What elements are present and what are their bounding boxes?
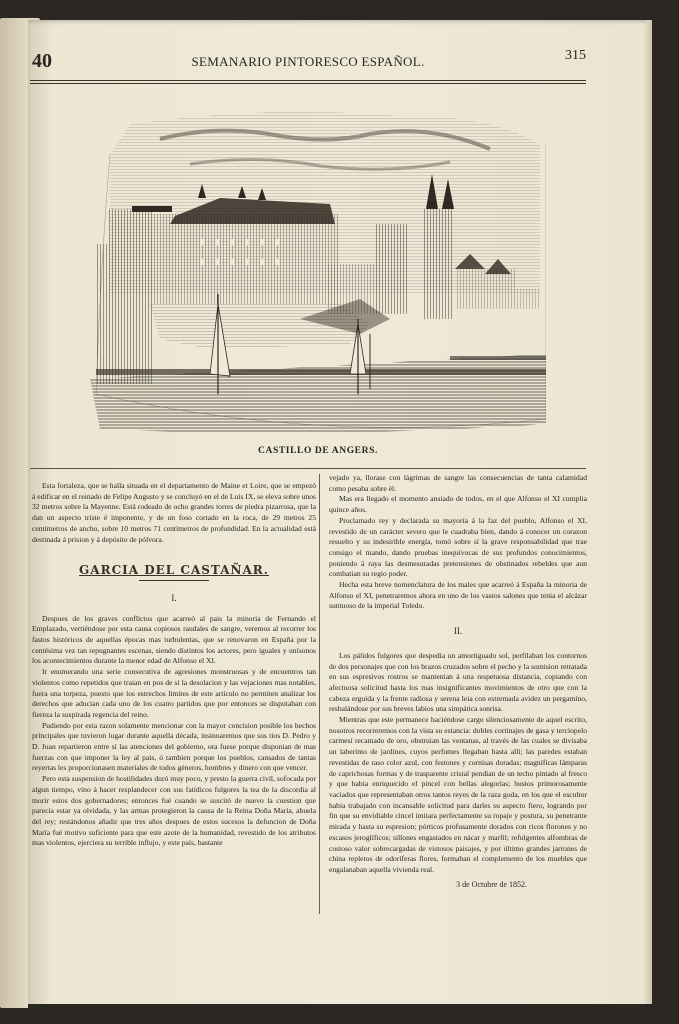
figure-caption: CASTILLO DE ANGERS. bbox=[258, 446, 378, 456]
caption-rule bbox=[30, 468, 586, 469]
header-rule-thin bbox=[30, 83, 586, 84]
header-rule bbox=[30, 80, 586, 81]
title-rule bbox=[139, 580, 209, 581]
castle-description: Esta fortaleza, que se halla situada en el departamento de Maine et Loire, que se empezó á edificar en el reinado de Felipe Augusto y se concluyó en el de Luis IX, se eleva sobre unos 32 metros sobre la Mayenne. Está rodeado de ocho grandes torres de piedra pizarrosa, que la dan un aspecto triste é imponente, y de un foso cortado en la roca, de 29 metros 25 centímetros de ancho, sobre 10 metros 71 centímetros de profundidad. En la actualidad está destinada á prision y á depósito de pólvora. bbox=[32, 481, 316, 544]
paragraph: Proclamado rey y declarada su mayoría á la faz del pueblo, Alfonso el XI, revestido de un carácter severo que le cuadraba bien, dando á conocer un corazon resuelto y su indesirible energía, tomó sobre sí la grave responsabilidad que trae consigo el mando, dando pruebas inequívocas de sus profundos conocimientos, poniendo á raya las desmesuradas pretensiones de obstinados rebeldes que aun combatian su regio poder. bbox=[329, 515, 587, 579]
paragraph: Mientras que este permanece haciéndose cargo silenciosamente de aquel escrito, nosotros recorreremos con la vista su estancia: dobles cortinajes de gasa y terciopelo carmesí recamado de oro, obstruian las ventanas, al través de las cuales se divisaba un laberinto de jardines, cuyos perfumes llegaban hasta allí; las paredes estaban revestidas de raso color azul, con festones y cornisas doradas; magníficas lámparas de caprichosas formas y de trasparente cristal pendian de un techo pintado al fresco y que habia enriquecido el pincel con bellas alegorías; bustos primorosamente vaciados que representaban otros tantos reyes de la raza goda, en los que el escultor habia trabajado con incansable solicitud para darles su aspecto fiero, logrando por fin que su envidiable cincel imitara perfectamente su ropaje y postura, su penetrante mirada y hasta su espresion; pórticos profusamente dorados con ricos florones y no escasos jeroglíficos; sillones engastados en nácar y marfil; refulgentes alfombras de costoso valor sobrecargadas de vistosos paisajes, y por último grandes jarrones de china repletos de odoríferas flores, formaban el complemento de los muebles que engalanaban aquella vivienda real. bbox=[329, 715, 587, 874]
page-header bbox=[30, 44, 586, 78]
running-title: SEMANARIO PINTORESCO ESPAÑOL. bbox=[191, 54, 425, 69]
page-edge bbox=[646, 20, 652, 1010]
left-column bbox=[32, 481, 316, 849]
paragraph: Pero esta suspension de hostilidades duró muy poco, y presto la guerra civil, sofocada por algun tiempo, vino á hacer resplandecer con sus fatídicos fulgores la tea de la discordia al morir estos dos gobernadores; entonces fué cuando se suscitó de nuevo la cuestion que parecia estar ya olvidada, y las armas protegieron la causa de la Reina Doña María, abuela del rey; restándonos añadir que tres años despues de estos sucesos la defuncion de Doña María fué motivo suficiente para que este azote de la humanidad, revestido de los atributos mas violentos, ejerciera su terrible influjo, y este país, bastante bbox=[32, 774, 316, 848]
castle-engraving-icon bbox=[70, 94, 546, 439]
paragraph: Despues de los graves conflictos que acarreó al pais la minoria de Fernando el Emplazado, vertiéndose por esta causa copiosos raudales de sangre, veremos al recorrer los fastos históricos de aquellas épocas mas turbulentas, que se renovaron en España por la centésima vez tan repugnantes escenas, siendo distintos los actores, pero iguales y unísonos los acontecimientos durante la menor edad de Alfonso el XI. bbox=[32, 613, 316, 666]
paragraph: vejado ya, llorase con lágrimas de sangre las consecuencias de tanta calamidad como pesaba sobre él. bbox=[329, 473, 587, 493]
paragraph: Los pálidos fulgores que despedia un amortiguado sol, perfilaban los contornos de dos personajes que con los brazos cruzados sobre el pecho y la sumision retratada en sus espresivos rostros se mantenian á una respetuosa distancia, copiando con afectuosa solicitud hasta los mas insignificantes movimientos de otro que con la cabeza erguida y la frente radiosa y serena leia con estremada avidez un pergamino, resbalándose por sus breves labios una simpática sonrisa. bbox=[329, 650, 587, 714]
paragraph: Pudiendo por esta razon solamente mencionar con la mayor concision posible los hechos principales que tuvieron lugar durante aquella década, insinuaremos que sus tios D. Pedro y D. Juan repartieron entre sí las atenciones del gobierno, ora fuese porque disponian de mas fuerzas con que imponer la ley al pais, ó tambien porque los pueblos, cansados de tantas reyertas les proporcionasen materiales de todos géneros, hombres y dinero con que vencer. bbox=[32, 720, 316, 773]
chapter-number: I. bbox=[171, 592, 177, 603]
article-date: 3 de Octubre de 1852. bbox=[456, 879, 527, 889]
right-column bbox=[329, 473, 587, 890]
article-title: GARCIA DEL CASTAÑAR. bbox=[79, 563, 269, 578]
page-number-right: 315 bbox=[565, 48, 586, 63]
paragraph: Mas era llegado el momento ansiado de todos, en el que Alfonso el XI cumplia quince años. bbox=[329, 494, 587, 515]
column-divider bbox=[319, 474, 320, 914]
paragraph: Ir enumerando una serie consecutiva de agresiones monstruosas y de encuentros tan violentos como repetidos que traian en pos de sí la desolacion y las vejaciones mas notables, fuera una torpeza, puesto que los estrechos límites de este artículo no permiten analizar los derechos que aducian cada uno de los cuatro partidos que por entonces se disputaban con fiereza la suspirada regencia del reino. bbox=[32, 667, 316, 719]
scan-bottom-edge bbox=[28, 1004, 652, 1024]
chapter-number: II. bbox=[453, 626, 463, 637]
page-number-left: 40 bbox=[32, 50, 52, 72]
paragraph: Hecha esta breve nomenclatura de los males que acarreó á España la minoria de Alfonso el XI, penetraremos ahora en uno de los vastos salones que tenia el alcázar suntuoso de la imperial Toledo. bbox=[329, 580, 587, 611]
